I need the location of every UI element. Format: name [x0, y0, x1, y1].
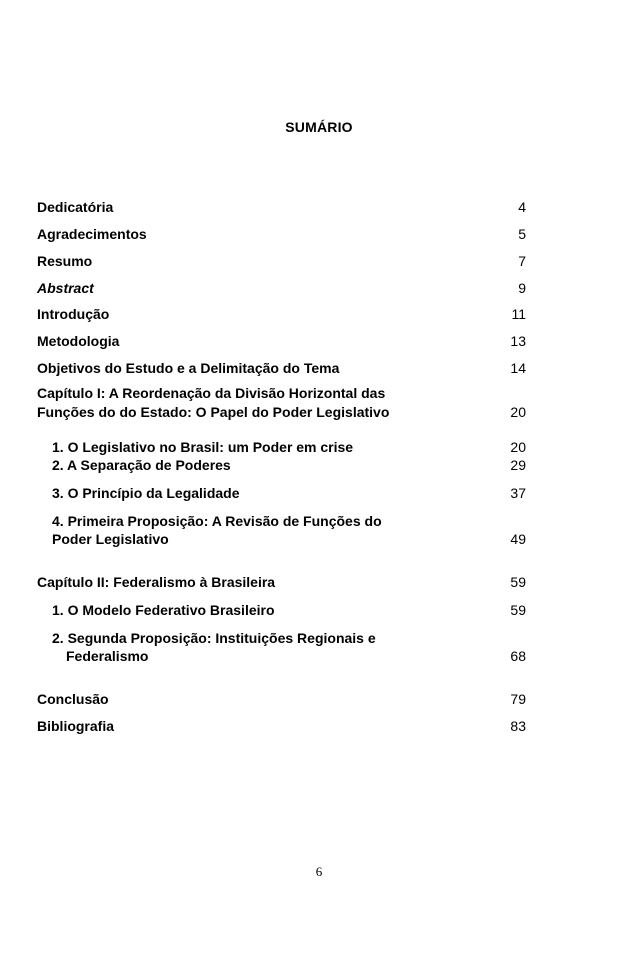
toc-entry-1-4[interactable] [0, 513, 638, 531]
toc-entry-page: 20 [510, 439, 526, 455]
toc-entry-page: 7 [518, 253, 526, 269]
toc-entry-conclusao[interactable] [0, 691, 638, 709]
toc-entry-label: Metodologia [37, 333, 120, 349]
toc-entry-page: 29 [510, 457, 526, 473]
toc-entry-introducao[interactable] [0, 306, 638, 324]
toc-entry-page: 37 [510, 485, 526, 501]
toc-entry-page: 20 [510, 404, 526, 420]
toc-entry-page: 59 [510, 574, 526, 590]
toc-entry-1-1[interactable] [0, 439, 638, 457]
toc-entry-capitulo-1[interactable] [0, 385, 638, 403]
toc-entry-label: Capítulo II: Federalismo à Brasileira [37, 574, 276, 590]
toc-entry-page: 4 [518, 199, 526, 215]
toc-entry-page: 83 [510, 718, 526, 734]
toc-entry-page: 49 [510, 531, 526, 547]
toc-entry-abstract[interactable] [0, 280, 638, 298]
page-number: 6 [315, 864, 323, 879]
toc-entry-label: Capítulo I: A Reordenação da Divisão Horizontal das [37, 385, 386, 401]
toc-entry-label: 2. A Separação de Poderes [52, 457, 231, 473]
toc-entry-2-2-cont[interactable] [0, 648, 638, 666]
toc-entry-agradecimentos[interactable] [0, 226, 638, 244]
toc-entry-page: 13 [510, 333, 526, 349]
toc-entry-label: Introdução [37, 306, 110, 322]
toc-entry-label: Agradecimentos [37, 226, 147, 242]
toc-entry-label: 1. O Modelo Federativo Brasileiro [52, 602, 275, 618]
toc-entry-dedicatoria[interactable] [0, 199, 638, 217]
toc-entry-label: 4. Primeira Proposição: A Revisão de Funções do [52, 513, 382, 529]
toc-entry-resumo[interactable] [0, 253, 638, 271]
toc-entry-label: Conclusão [37, 691, 109, 707]
toc-entry-page: 9 [518, 280, 526, 296]
toc-entry-metodologia[interactable] [0, 333, 638, 351]
toc-entry-2-2[interactable] [0, 630, 638, 648]
toc-entry-1-4-cont[interactable] [0, 531, 638, 549]
toc-entry-label: Poder Legislativo [52, 531, 169, 547]
toc-entry-capitulo-1-cont[interactable] [0, 404, 638, 422]
toc-entry-page: 68 [510, 648, 526, 664]
toc-entry-page: 59 [510, 602, 526, 618]
toc-entry-page: 11 [511, 306, 526, 322]
toc-entry-label: 1. O Legislativo no Brasil: um Poder em crise [52, 439, 354, 455]
toc-entry-2-1[interactable] [0, 602, 638, 620]
toc-entry-label: 2. Segunda Proposição: Instituições Regionais e [52, 630, 376, 646]
toc-entry-label: 3. O Princípio da Legalidade [52, 485, 240, 501]
toc-entry-page: 79 [510, 691, 526, 707]
toc-entry-label: Bibliografia [37, 718, 115, 734]
toc-entry-capitulo-2[interactable] [0, 574, 638, 592]
toc-entry-label: Funções do do Estado: O Papel do Poder Legislativo [37, 404, 390, 420]
toc-entry-label: Abstract [37, 280, 94, 296]
toc-entry-1-3[interactable] [0, 485, 638, 503]
toc-entry-page: 14 [510, 360, 526, 376]
toc-entry-objetivos[interactable] [0, 360, 638, 378]
toc-entry-label: Resumo [37, 253, 93, 269]
toc-entry-label: Objetivos do Estudo e a Delimitação do Tema [37, 360, 340, 376]
toc-entry-bibliografia[interactable] [0, 718, 638, 736]
toc-title: SUMÁRIO [285, 119, 353, 135]
toc-entry-page: 5 [518, 226, 526, 242]
toc-entry-label: Federalismo [66, 648, 149, 664]
toc-entry-label: Dedicatória [37, 199, 114, 215]
toc-entry-1-2[interactable] [0, 457, 638, 475]
